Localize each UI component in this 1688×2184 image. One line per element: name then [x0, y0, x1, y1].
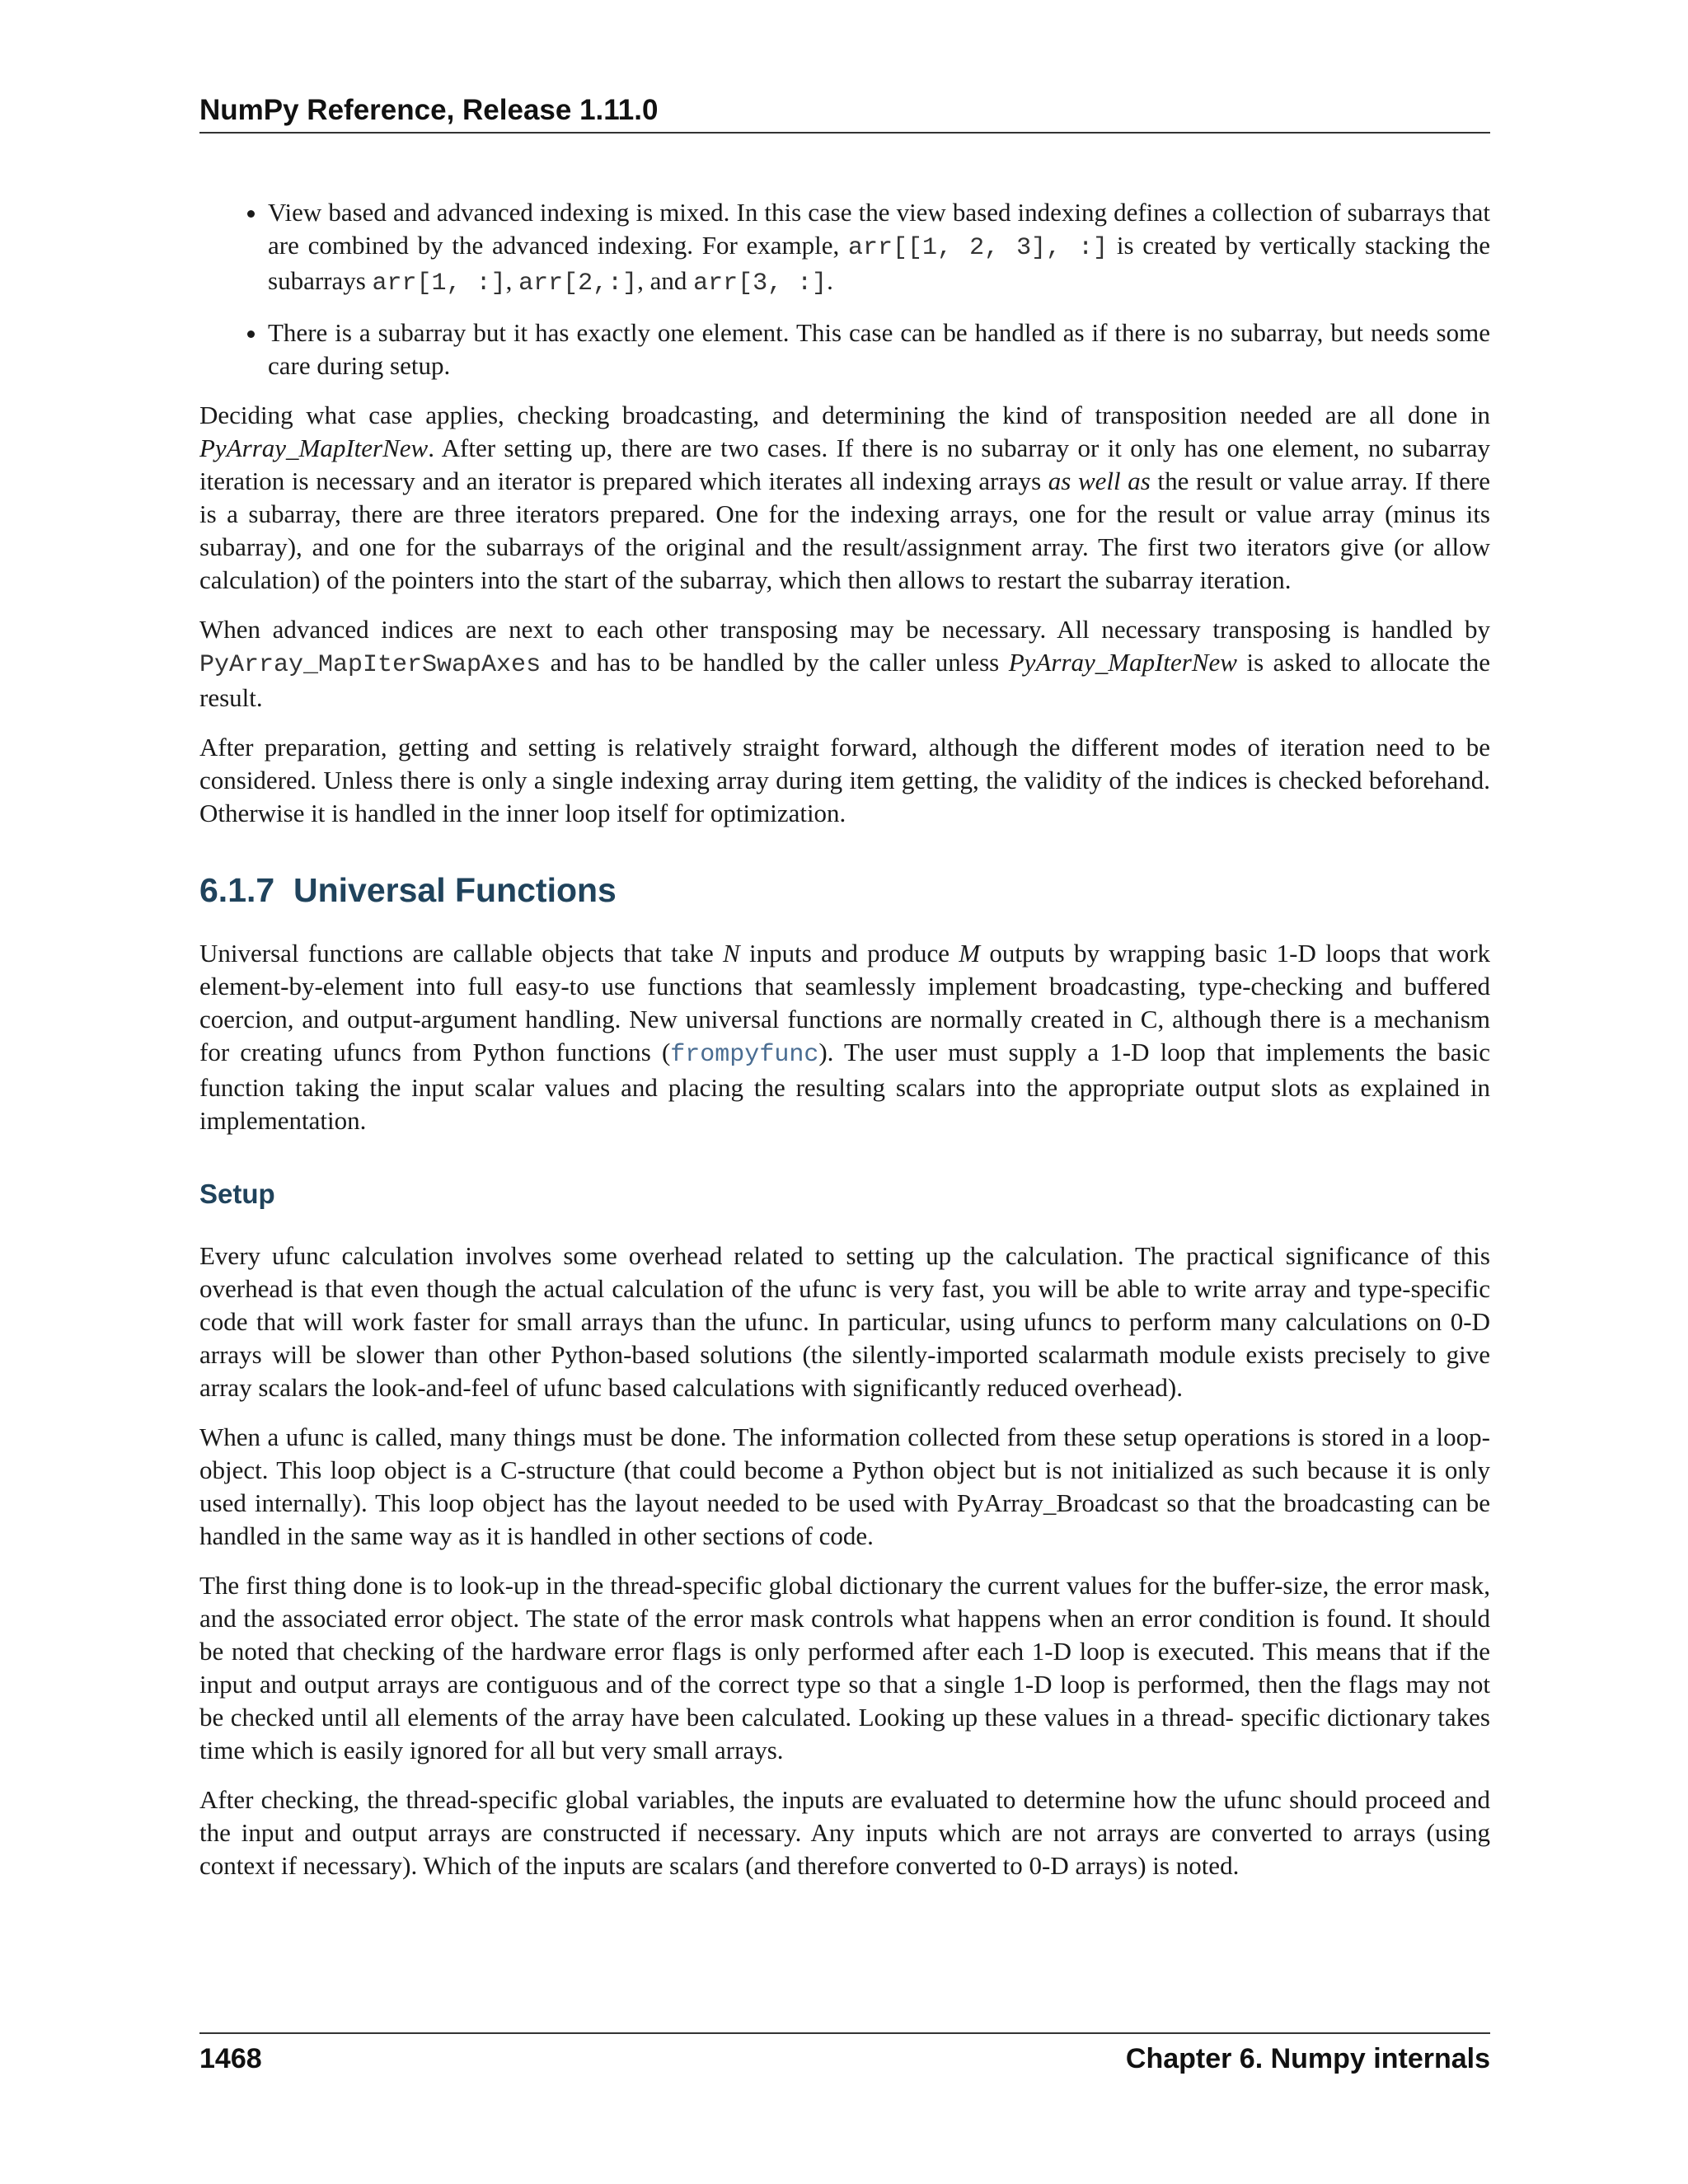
header-title: NumPy Reference, Release 1.11.0: [199, 94, 659, 126]
inline-code: PyArray_MapIterSwapAxes: [199, 651, 542, 679]
paragraph-setup-loop-object: When a ufunc is called, many things must be done. The information collected from these setup operations is stored in a loop-object. This loop object is a C-structure (that could become a Python object but is not initialized as such because it is only used internally). This loop object has the layout needed to be used with PyArray_Broadcast so that the broadcasting can be handled in the same way as it is handled in other sections of code.: [199, 1422, 1490, 1550]
subsection-heading: Setup: [199, 1179, 275, 1209]
paragraph-ufunc-intro: Universal functions are callable objects that take N inputs and produce M outputs by wrapping basic 1-D loops that work element-by-element into full easy-to use functions that seamlessly implement broadcasting, type-checking and buffered coercion, and output-argument handling. New universal functions are normally created in C, although there is a mechanism for creating ufuncs from Python functions (frompyfunc). The user must supply a 1-D loop that implements the basic function taking the input scalar values and placing the resulting scalars into the appropriate output slots as explained in implementation.: [199, 939, 1491, 1135]
section-heading: [199, 869, 1490, 911]
page-number: 1468: [199, 2043, 262, 2074]
inline-code: arr[2,:]: [518, 269, 638, 298]
math-var-m: M: [959, 939, 981, 968]
list-item: • View based and advanced indexing is mixed. In this case the view based indexing defines a collection of subarrays that are combined by the advanced indexing. For example, arr[[1, 2, 3], :] is created by vertically stacking the subarrays arr[1, :], arr[2,:], and arr[3, :].: [268, 196, 1490, 300]
page-content: [199, 196, 1490, 1899]
paragraph-preparation: After preparation, getting and setting is relatively straight forward, although the different modes of iteration need to be considered. Unless there is only a single indexing array during item getting, the validity of the indices is checked beforehand. Otherwise it is handled in the inner loop itself for optimization.: [199, 733, 1490, 827]
inline-code: arr[3, :]: [693, 269, 828, 298]
paragraph-transposing: When advanced indices are next to each other transposing may be necessary. All necessary transposing is handled by PyArray_MapIterSwapAxes and has to be handled by the caller unless PyArray_MapIterNew is asked to allocate the result.: [199, 615, 1491, 712]
frompyfunc-link[interactable]: frompyfunc: [670, 1041, 819, 1069]
function-reference: PyArray_MapIterNew: [1008, 648, 1237, 677]
paragraph-setup-error-mask: The first thing done is to look-up in the thread-specific global dictionary the current values for the buffer-size, the error mask, and the associated error object. The state of the error mask controls what happens when an error condition is found. It should be noted that checking of the hardware error flags is only performed after each 1-D loop is executed. This means that if the input and output arrays are contiguous and of the correct type so that a single 1-D loop is performed, then the flags may not be checked until all elements of the array have been calculated. Looking up these values in a thread- specific dictionary takes time which is easily ignored for all but very small arrays.: [199, 1571, 1490, 1765]
paragraph-setup-overhead: Every ufunc calculation involves some overhead related to setting up the calculation. The practical significance of this overhead is that even though the actual calculation of the ufunc is very fast, you will be able to write array and type-specific code that will work faster for small arrays than the ufunc. In particular, using ufuncs to perform many calculations on 0-D arrays will be slower than other Python-based solutions (the silently-imported scalarmath module exists precisely to give array scalars the look-and-feel of ufunc based calculations with significantly reduced overhead).: [199, 1241, 1490, 1402]
inline-code: arr[1, :]: [372, 269, 506, 298]
list-item: • There is a subarray but it has exactly one element. This case can be handled as if there is no subarray, but needs some care during setup.: [268, 316, 1490, 382]
function-reference: PyArray_MapIterNew: [199, 434, 429, 462]
section-title: Universal Functions: [293, 871, 617, 909]
math-var-n: N: [723, 939, 740, 968]
page-footer: [199, 2032, 1490, 2077]
paragraph-setup-inputs: After checking, the thread-specific global variables, the inputs are evaluated to determine how the ufunc should proceed and the input and output arrays are constructed if necessary. Any inputs which are not arrays are converted to arrays (using context if necessary). Which of the inputs are scalars (and therefore converted to 0-D arrays) is noted.: [199, 1785, 1490, 1880]
chapter-title: Chapter 6. Numpy internals: [1125, 2043, 1490, 2074]
indexing-cases-list: [199, 196, 1490, 382]
section-number: 6.1.7: [199, 871, 275, 909]
page-header: [199, 92, 1490, 134]
paragraph-case-selection: Deciding what case applies, checking broadcasting, and determining the kind of transposition needed are all done in PyArray_MapIterNew. After setting up, there are two cases. If there is no subarray or it only has one element, no subarray iteration is necessary and an iterator is prepared which iterates all indexing arrays as well as the result or value array. If there is a subarray, there are three iterators prepared. One for the indexing arrays, one for the result or value array (minus its subarray), and one for the subarrays of the original and the result/assignment array. The first two iterators give (or allow calculation) of the pointers into the start of the subarray, which then allows to restart the subarray iteration.: [199, 401, 1491, 594]
inline-code: arr[[1, 2, 3], :]: [848, 234, 1109, 262]
